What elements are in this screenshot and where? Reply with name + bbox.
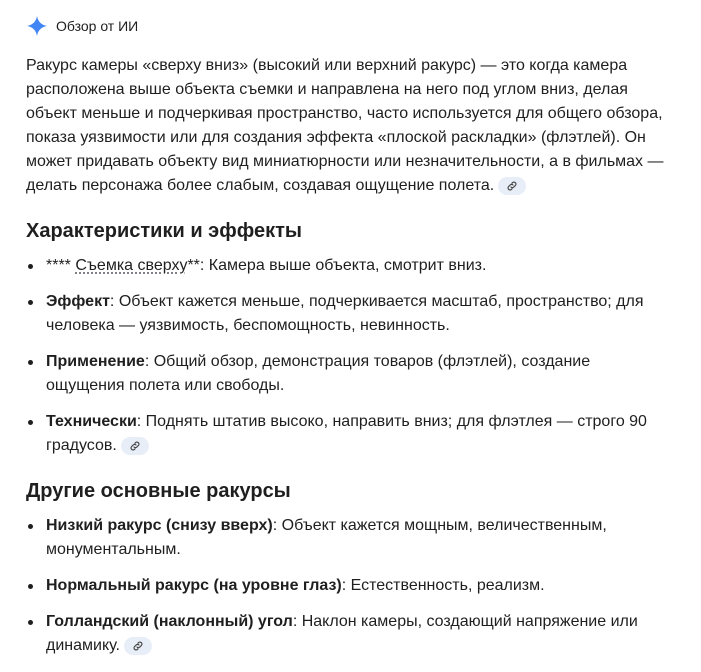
intro-text: Ракурс камеры «сверху вниз» (высокий или верхний ракурс) — это когда камера расположена выше объекта съемки и направлена на него под углом вниз, делая объект меньше и подчеркивая пространство, часто используется для общего обзора, показа уязвимости или для создания эффекта «плоской раскладки» (флэтлей). Он может придавать объекту вид миниатюрности или незначительности, а в фильмах — делать персонажа более слабым, создавая ощущение полета. (26, 57, 664, 194)
source-link-button[interactable] (124, 637, 152, 655)
section-heading-characteristics: Характеристики и эффекты (26, 220, 302, 242)
top-shot-term-link[interactable]: Съемка сверху (75, 257, 188, 274)
source-link-button[interactable] (121, 437, 149, 455)
intro-paragraph (26, 54, 666, 198)
link-icon (506, 180, 518, 192)
other-angles-list (26, 514, 671, 658)
list-item: Эффект: Объект кажется меньше, подчеркивается масштаб, пространство; для человека — уязвимость, беспомощность, невинность. (26, 290, 666, 338)
gemini-spark-icon (26, 15, 48, 37)
list-item: Технически: Поднять штатив высоко, направить вниз; для флэтлея — строго 90 градусов. (26, 410, 666, 458)
characteristics-list (26, 254, 671, 458)
list-item: Применение: Общий обзор, демонстрация товаров (флэтлей), создание ощущения полета или свободы. (26, 350, 666, 398)
ai-overview-header (26, 12, 671, 40)
ai-overview-title: Обзор от ИИ (56, 18, 139, 34)
link-icon (132, 640, 144, 652)
source-link-button[interactable] (498, 177, 526, 195)
list-item: Низкий ракурс (снизу вверх): Объект кажется мощным, величественным, монументальным. (26, 514, 666, 562)
list-item: Голландский (наклонный) угол: Наклон камеры, создающий напряжение или динамику. (26, 610, 666, 658)
link-icon (129, 440, 141, 452)
list-item: **** Съемка сверху**: Камера выше объекта, смотрит вниз. (26, 254, 666, 278)
list-item: Нормальный ракурс (на уровне глаз): Естественность, реализм. (26, 574, 666, 598)
section-heading-other-angles: Другие основные ракурсы (26, 480, 291, 502)
